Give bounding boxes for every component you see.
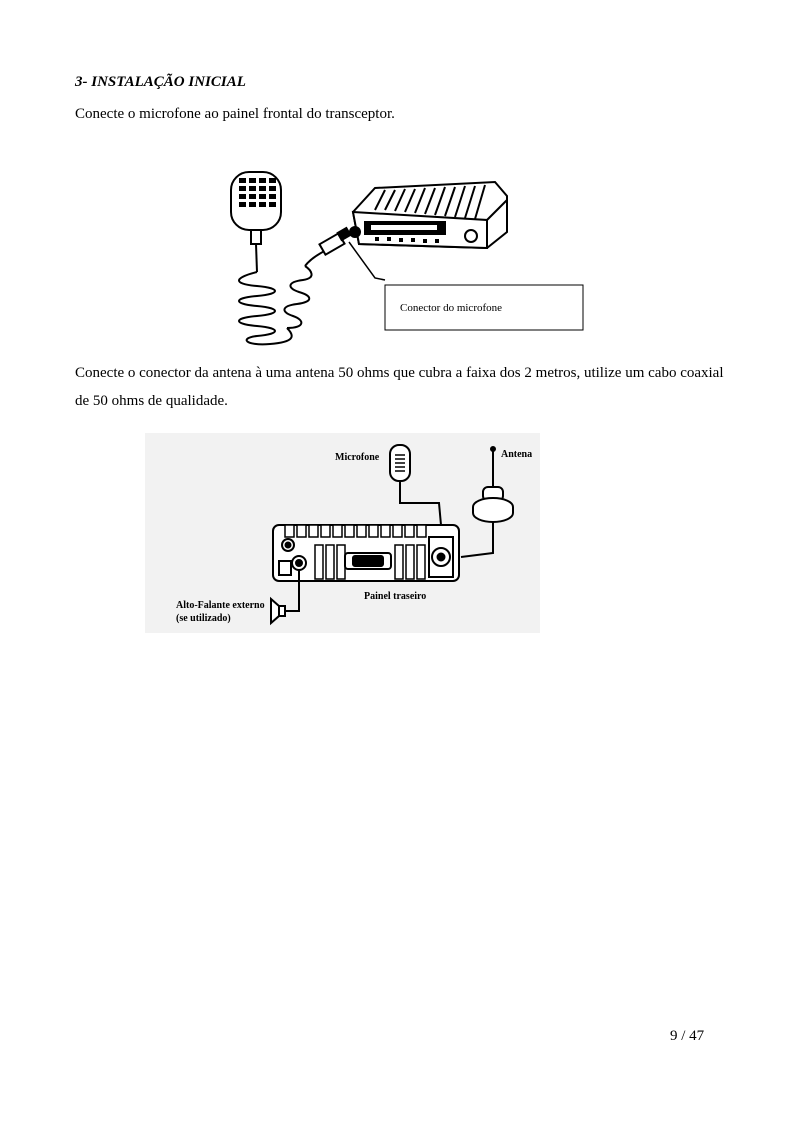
label-microphone: Microfone — [335, 452, 380, 463]
transceiver-illustration — [350, 182, 507, 248]
figure-rear-panel-drawing — [145, 433, 540, 633]
microphone-handset-illustration — [231, 172, 350, 344]
figure-rear-panel-connections — [145, 433, 540, 633]
figure-microphone-connection-drawing — [225, 160, 595, 350]
rear-panel-illustration — [273, 525, 459, 581]
label-antenna: Antena — [501, 449, 533, 460]
page-number: 9 / 47 — [670, 1028, 705, 1044]
label-speaker-line2: (se utilizado) — [176, 613, 231, 624]
figure-microphone-connection — [225, 160, 595, 350]
paragraph-connect-microphone: Conecte o microfone ao painel frontal do transceptor. — [75, 106, 395, 122]
section-heading: 3- INSTALAÇÃO INICIAL — [75, 74, 246, 90]
microphone-connector-callout — [385, 285, 583, 330]
callout-label: Conector do microfone — [400, 302, 503, 314]
label-speaker-line1: Alto-Falante externo — [176, 600, 265, 611]
label-rear-panel: Painel traseiro — [364, 591, 427, 602]
paragraph-connect-antenna: Conecte o conector da antena à uma antena 50 ohms que cubra a faixa dos 2 metros, utilize um cabo coaxial de 50 ohms de qualidade. — [75, 365, 724, 409]
